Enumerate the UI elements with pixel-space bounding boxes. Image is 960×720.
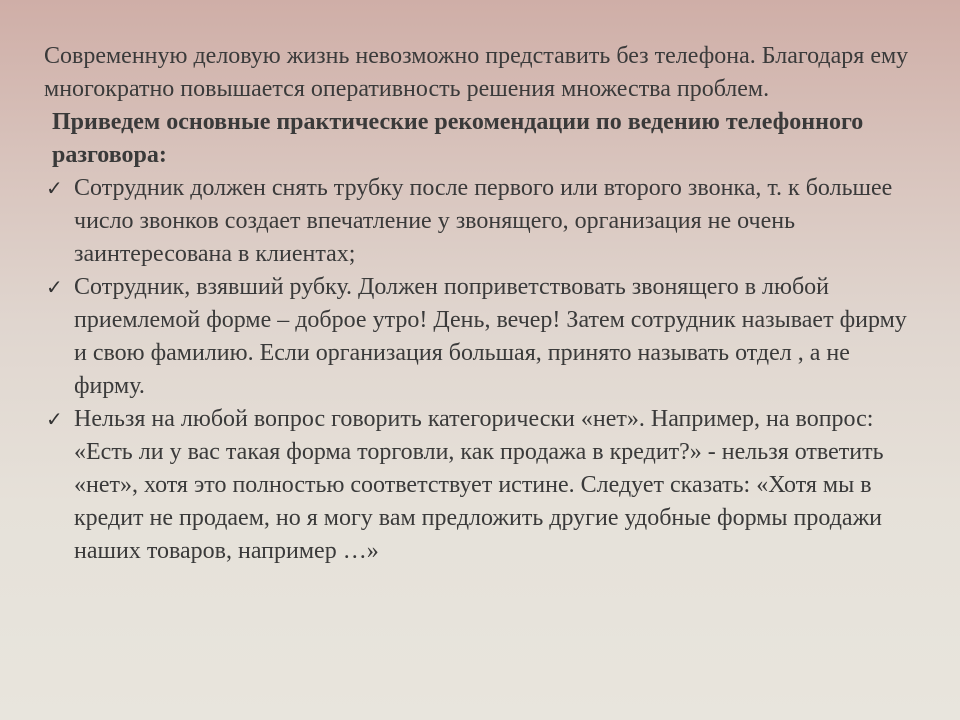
list-item xyxy=(44,403,924,568)
checkmark-icon: ✓ xyxy=(46,176,63,200)
recommendations-heading: Приведем основные практические рекомендации по ведению телефонного разговора: xyxy=(52,109,864,168)
slide-content xyxy=(44,40,924,568)
checkmark-icon: ✓ xyxy=(46,275,63,299)
checkmark-icon: ✓ xyxy=(46,407,63,431)
list-item-text: Сотрудник, взявший рубку. Должен поприветствовать звонящего в любой приемлемой форме – доброе утро! День, вечер! Затем сотрудник называет фирму и свою фамилию. Если организация большая, принято называть отдел , а не фирму. xyxy=(74,274,907,399)
recommendations-list xyxy=(44,172,924,568)
list-item-text: Нельзя на любой вопрос говорить категорически «нет». Например, на вопрос: «Есть ли у вас такая форма торговли, как продажа в кредит?» - нельзя ответить «нет», хотя это полностью соответствует истине. Следует сказать: «Хотя мы в кредит не продаем, но я могу вам предложить другие удобные формы продажи наших товаров, например …» xyxy=(74,406,884,564)
list-item xyxy=(44,271,924,403)
list-item-text: Сотрудник должен снять трубку после первого или второго звонка, т. к большее число звонков создает впечатление у звонящего, организация не очень заинтересована в клиентах; xyxy=(74,175,893,267)
list-item xyxy=(44,172,924,271)
intro-paragraph: Современную деловую жизнь невозможно представить без телефона. Благодаря ему многократно повышается оперативность решения множества проблем. xyxy=(44,43,909,102)
